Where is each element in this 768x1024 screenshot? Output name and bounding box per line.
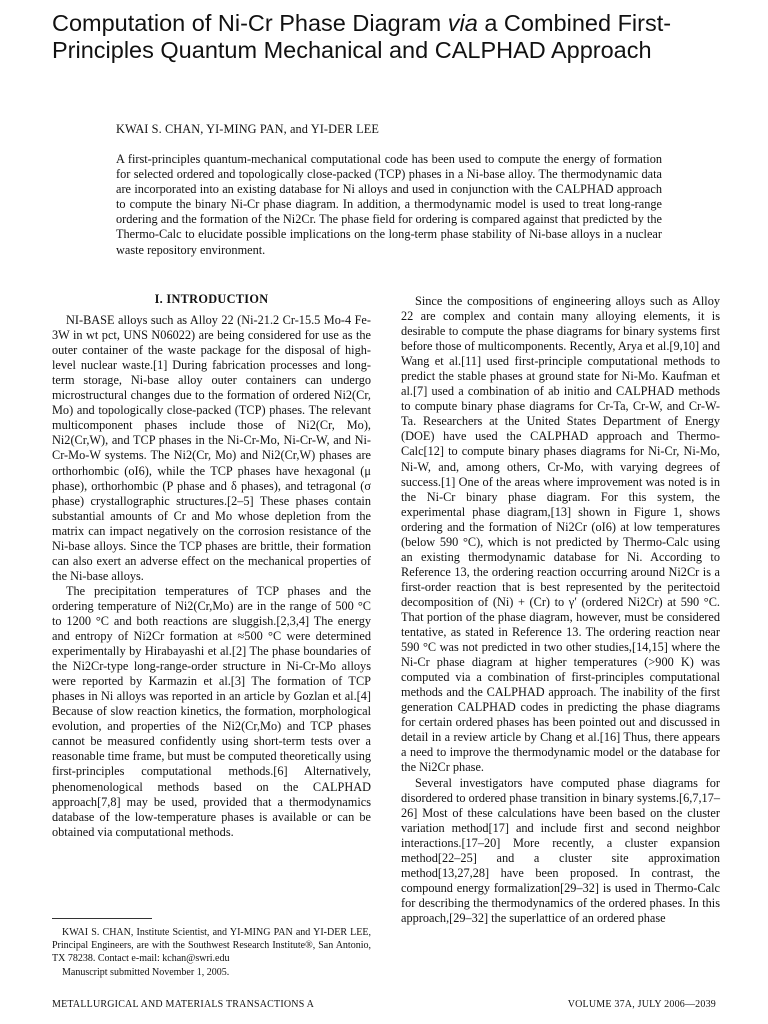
intro-paragraph-3: Since the compositions of engineering alloys such as Alloy 22 are complex and contain many alloying elements, it is desirable to compute the phase diagrams for binary systems first before those of multicomponents. Recently, Arya et al.[9,10] and Wang et al.[11] used first-principle computational methods to predict the stable phases at ground state for Ni-Mo. Kaufman et al.[7] used a combination of ab initio and CALPHAD methods to compute binary phase diagrams for Cr-Ta, Cr-W, and Cr-W-Ta. Researchers at the United States Department of Energy (DOE) have used the CALPHAD approach and Thermo-Calc[12] to compute binary phases diagrams for Ni-Cr, Ni-Mo, Ni-W, and, among others, Cr-Mo, with varying degrees of success.[1] One of the areas where improvement was noted is in the Ni-Cr binary phase diagram. For this system, the experimental phase diagram,[13] shown in Figure 1, shows ordering and the formation of Ni2Cr (oI6) at low temperatures (below 590 °C), which is not predicted by Thermo-Calc using an existing thermodynamic database for Ni. According to Reference 13, the ordering reaction occurring around Ni2Cr is a first-order reaction that is best represented by the peritectoid decomposition of (Ni) + (Cr) to γ′ (ordered Ni2Cr) at 590 °C. That portion of the phase diagram, however, must be considered tentative, as stated in Reference 13. The ordering reaction near 590 °C was not predicted in two other studies,[14,15] where the Ni-Cr phase diagram at higher temperatures (>900 K) was computed via a combination of first-principles computational methods and the CALPHAD approach. The inability of the first generation CALPHAD codes in predicting the phase diagrams for certain ordered phases has been pointed out and discussed in detail in a review article by Chang et al.[16] Thus, there appears a need to improve the thermodynamic model or the database for the Ni2Cr phase. (401, 294, 720, 775)
footnote-affiliation: KWAI S. CHAN, Institute Scientist, and YI-MING PAN and YI-DER LEE, Principal Engineers, are with the Southwest Research Institute®, San Antonio, TX 78238. Contact e-mail: kchan@swri.edu (52, 927, 371, 965)
author-footnote (52, 926, 371, 979)
right-column (401, 294, 720, 926)
footnote-submission-date: Manuscript submitted November 1, 2005. (62, 966, 230, 978)
author-list: KWAI S. CHAN, YI-MING PAN, and YI-DER LEE (116, 122, 379, 136)
abstract: A first-principles quantum-mechanical computational code has been used to compute the energy of formation for selected ordered and topologically close-packed (TCP) phases in a Ni-base alloy. The thermodynamic data are incorporated into an existing database for Ni alloys and used in conjunction with the CALPHAD approach to compute the binary Ni-Cr phase diagram. In addition, a thermodynamic model is used to treat long-range ordering and the formation of the Ni2Cr. The phase field for ordering is compared against that predicted by the Thermo-Calc to elucidate possible implications on the long-term phase stability of Ni-base alloys in a nuclear waste repository environment. (116, 152, 662, 257)
footer-journal-name: METALLURGICAL AND MATERIALS TRANSACTIONS A (52, 999, 315, 1010)
title-part-2: a Combined First-Principles Quantum Mechanical and CALPHAD Approach (52, 10, 672, 63)
intro-paragraph-4: Several investigators have computed phase diagrams for disordered to ordered phase transition in binary systems.[6,7,17–26] Most of these calculations have been based on the cluster variation method[17] and include first and second neighbor interactions.[17–20] More recently, a cluster expansion method[22–25] and a cluster site approximation method[13,27,28] have been proposed. In contrast, the compound energy formalization[29–32] is used in Thermo-Calc for describing the thermodynamics of the ordered phases. In this approach,[29–32] the superlattice of an ordered phase (401, 775, 720, 925)
footer-volume-page: VOLUME 37A, JULY 2006—2039 (567, 999, 716, 1010)
title-italic-via: via (447, 10, 478, 36)
left-column (52, 292, 371, 840)
intro-paragraph-2: The precipitation temperatures of TCP phases and the ordering temperature of Ni2(Cr,Mo) are in the range of 500 °C to 1200 °C and both reactions are sluggish.[2,3,4] The energy and entropy of Ni2Cr formation at ≈500 °C were determined experimentally by Hirabayashi et al.[2] The phase boundaries of the Ni2Cr-type long-range-order structure in Ni-Cr-Mo alloys were reported by Karmazin et al.[3] The formation of TCP phases in Ni alloys was reported in an article by Gozlan et al.[4] Because of slow reaction kinetics, the formation, morphological evolution, and properties of the Ni2(Cr,Mo) and TCP phases cannot be measured confidently using short-term tests over a reasonable time frame, but must be computed theoretically using first-principles computational methods.[6] Alternatively, phenomenological methods based on the CALPHAD approach[7,8] may be used, provided that a thermodynamics database of the low-temperature phases is available or can be obtained via computational methods. (52, 583, 371, 839)
title-part-1: Computation of Ni-Cr Phase Diagram (52, 10, 448, 36)
footnote-divider (52, 918, 152, 919)
section-heading-introduction: I. INTRODUCTION (154, 292, 269, 306)
article-title (52, 10, 732, 64)
intro-paragraph-1: NI-BASE alloys such as Alloy 22 (Ni-21.2 Cr-15.5 Mo-4 Fe-3W in wt pct, UNS N06022) are being considered for use as the outer container of the waste package for the disposal of high-level nuclear waste.[1] During fabrication processes and long-term storage, Ni-base alloy outer containers can undergo microstructural changes due to the formation of ordered Ni2(Cr, Mo) and topologically close-packed (TCP) phases. The relevant multicomponent phases include those of Ni2(Cr, Mo), Ni2(Cr,W), and TCP phases in the Ni-Cr-Mo, Ni-Cr-W, and Ni-Cr-Mo-W systems. The Ni2(Cr, Mo) and Ni2(Cr,W) phases are orthorhombic (oI6), while the TCP phases have hexagonal (μ phase), orthorhombic (P phase and δ phases), and tetragonal (σ phase) crystallographic structures.[2–5] These phases contain substantial amounts of Cr and Mo whose depletion from the matrix can impact negatively on the corrosion resistance of the Ni-base alloys. Since the TCP phases are brittle, their formation can also exert an adverse effect on the mechanical properties of the Ni-base alloys. (52, 313, 371, 583)
